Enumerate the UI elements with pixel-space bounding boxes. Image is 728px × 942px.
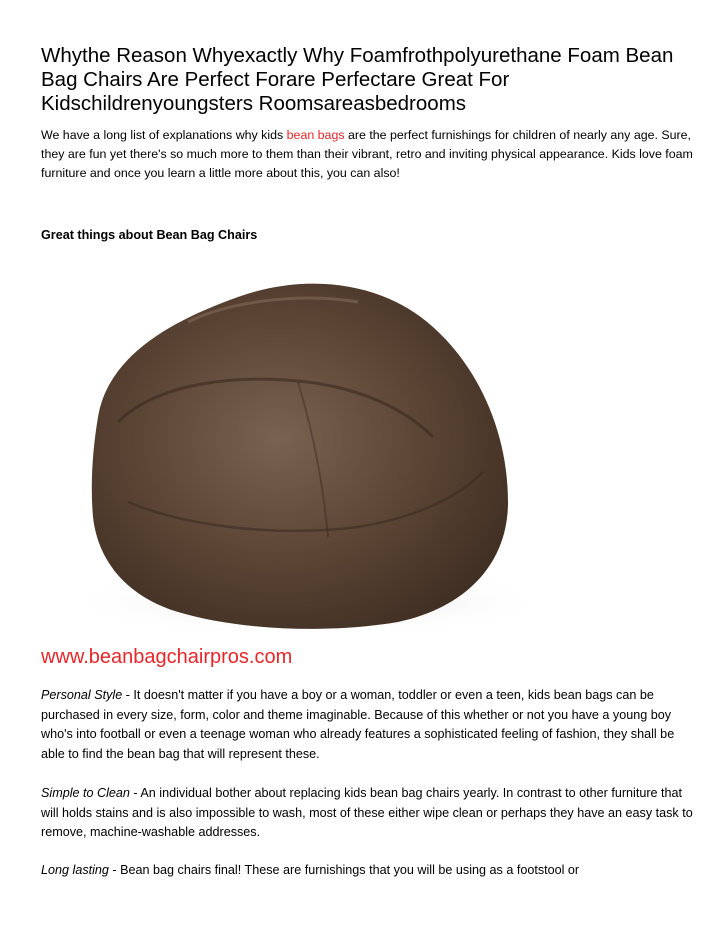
intro-text-start: We have a long list of explanations why kids [41,128,287,142]
section-text: - An individual bother about replacing kids bean bag chairs yearly. In contrast to other furniture that will holds stains and is also impossible to wash, most of these either wipe clean or perhaps they have an easy task to remove, machine-washable addresses. [41,786,693,840]
intro-text-end: are the perfect furnishings for children of nearly any age. Sure, they are fun yet there's so much more to them than their vibrant, retro and inviting physical appearance. Kids love foam furniture and once you learn a little more about this, you can also! [41,128,693,180]
intro-paragraph [41,126,697,182]
website-link[interactable]: www.beanbagchairpros.com [41,646,293,668]
page-title: Whythe Reason Whyexactly Why Foamfrothpolyurethane Foam Bean Bag Chairs Are Perfect Forare Perfectare Great For Kidschildrenyoungsters Roomsareasbedrooms [41,44,674,115]
bean-bags-link[interactable]: bean bags [286,128,345,142]
section-personal-style [41,686,697,764]
bean-bag-chair-image [38,262,548,634]
section-simple-to-clean [41,784,697,843]
section-long-lasting [41,861,697,881]
section-subheading: Great things about Bean Bag Chairs [41,228,258,242]
section-label: Long lasting [41,863,109,877]
section-text: - Bean bag chairs final! These are furnishings that you will be using as a footstool or [108,863,580,877]
section-text: - It doesn't matter if you have a boy or a woman, toddler or even a teen, kids bean bags can be purchased in every size, form, color and theme imaginable. Because of this whether or not you have a young boy who's into football or even a teenage woman who already features a sophisticated feeling of fashion, they shall be able to find the bean bag that will represent these. [41,688,675,761]
section-label: Personal Style [41,688,123,702]
section-label: Simple to Clean [41,786,130,800]
